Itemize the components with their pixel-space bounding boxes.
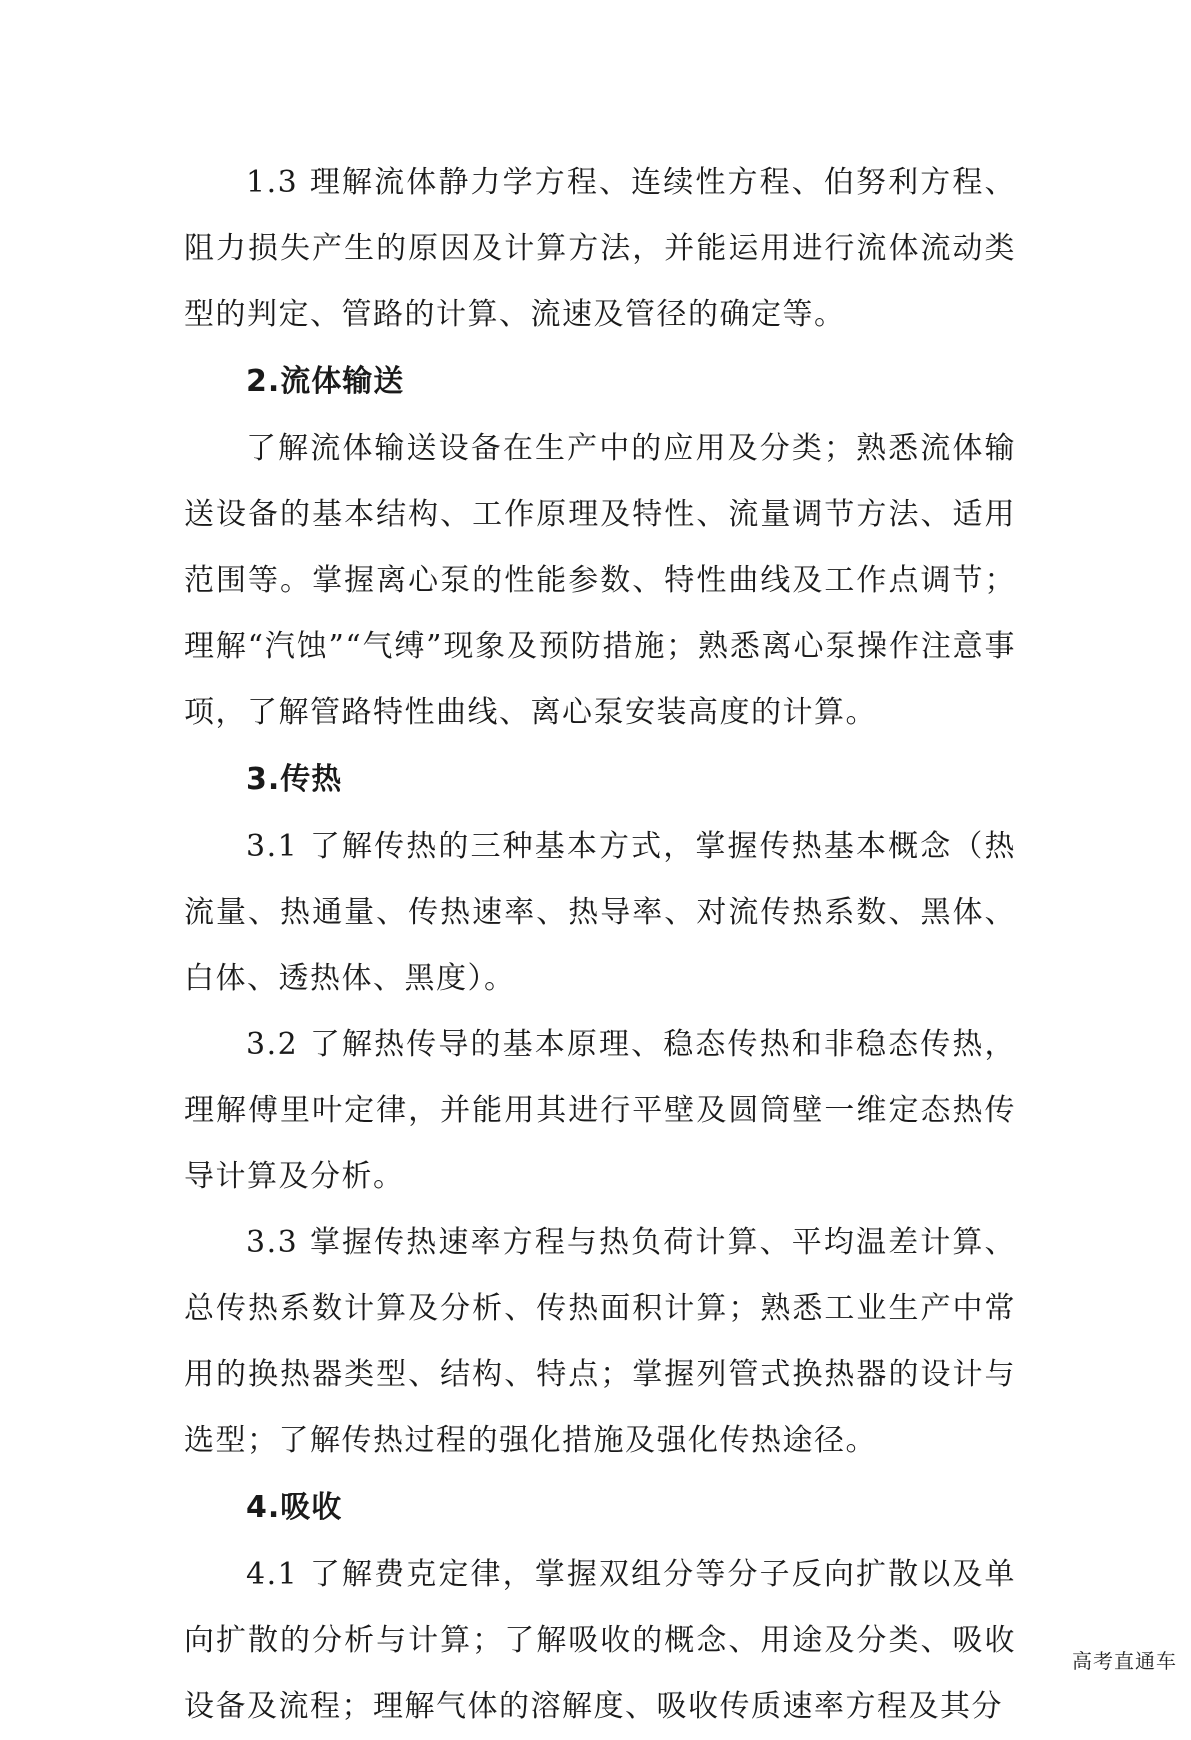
section-heading-absorption: 4.吸收: [246, 1490, 343, 1525]
section-heading-fluid-transport: 2.流体输送: [246, 364, 405, 399]
paragraph-3-2-heat-conduction: 3.2 了解热传导的基本原理、稳态传热和非稳态传热，理解傅里叶定律，并能用其进行平壁及圆筒壁一维定态热传导计算及分析。: [184, 1027, 1016, 1194]
section-heading-heat-transfer: 3.传热: [246, 762, 343, 797]
paragraph-4-1-fick-law: 4.1 了解费克定律，掌握双组分等分子反向扩散以及单向扩散的分析与计算；了解吸收的概念、用途及分类、吸收设备及流程；理解气体的溶解度、吸收传质速率方程及其分: [184, 1557, 1016, 1724]
document-body: [184, 150, 1016, 1740]
paragraph-fluid-transport: 了解流体输送设备在生产中的应用及分类；熟悉流体输送设备的基本结构、工作原理及特性、流量调节方法、适用范围等。掌握离心泵的性能参数、特性曲线及工作点调节；理解“汽蚀”“气缚”现象及预防措施；熟悉离心泵操作注意事项，了解管路特性曲线、离心泵安装高度的计算。: [184, 431, 1016, 730]
paragraph-3-3-heat-transfer-rate: 3.3 掌握传热速率方程与热负荷计算、平均温差计算、总传热系数计算及分析、传热面积计算；熟悉工业生产中常用的换热器类型、结构、特点；掌握列管式换热器的设计与选型；了解传热过程的强化措施及强化传热途径。: [184, 1225, 1016, 1458]
watermark-label: 高考直通车: [1072, 1649, 1177, 1673]
paragraph-1-3-fluid-statics: 1.3 理解流体静力学方程、连续性方程、伯努利方程、阻力损失产生的原因及计算方法，并能运用进行流体流动类型的判定、管路的计算、流速及管径的确定等。: [184, 165, 1016, 332]
paragraph-3-1-heat-transfer-basics: 3.1 了解传热的三种基本方式，掌握传热基本概念（热流量、热通量、传热速率、热导率、对流传热系数、黑体、白体、透热体、黑度）。: [184, 829, 1016, 996]
